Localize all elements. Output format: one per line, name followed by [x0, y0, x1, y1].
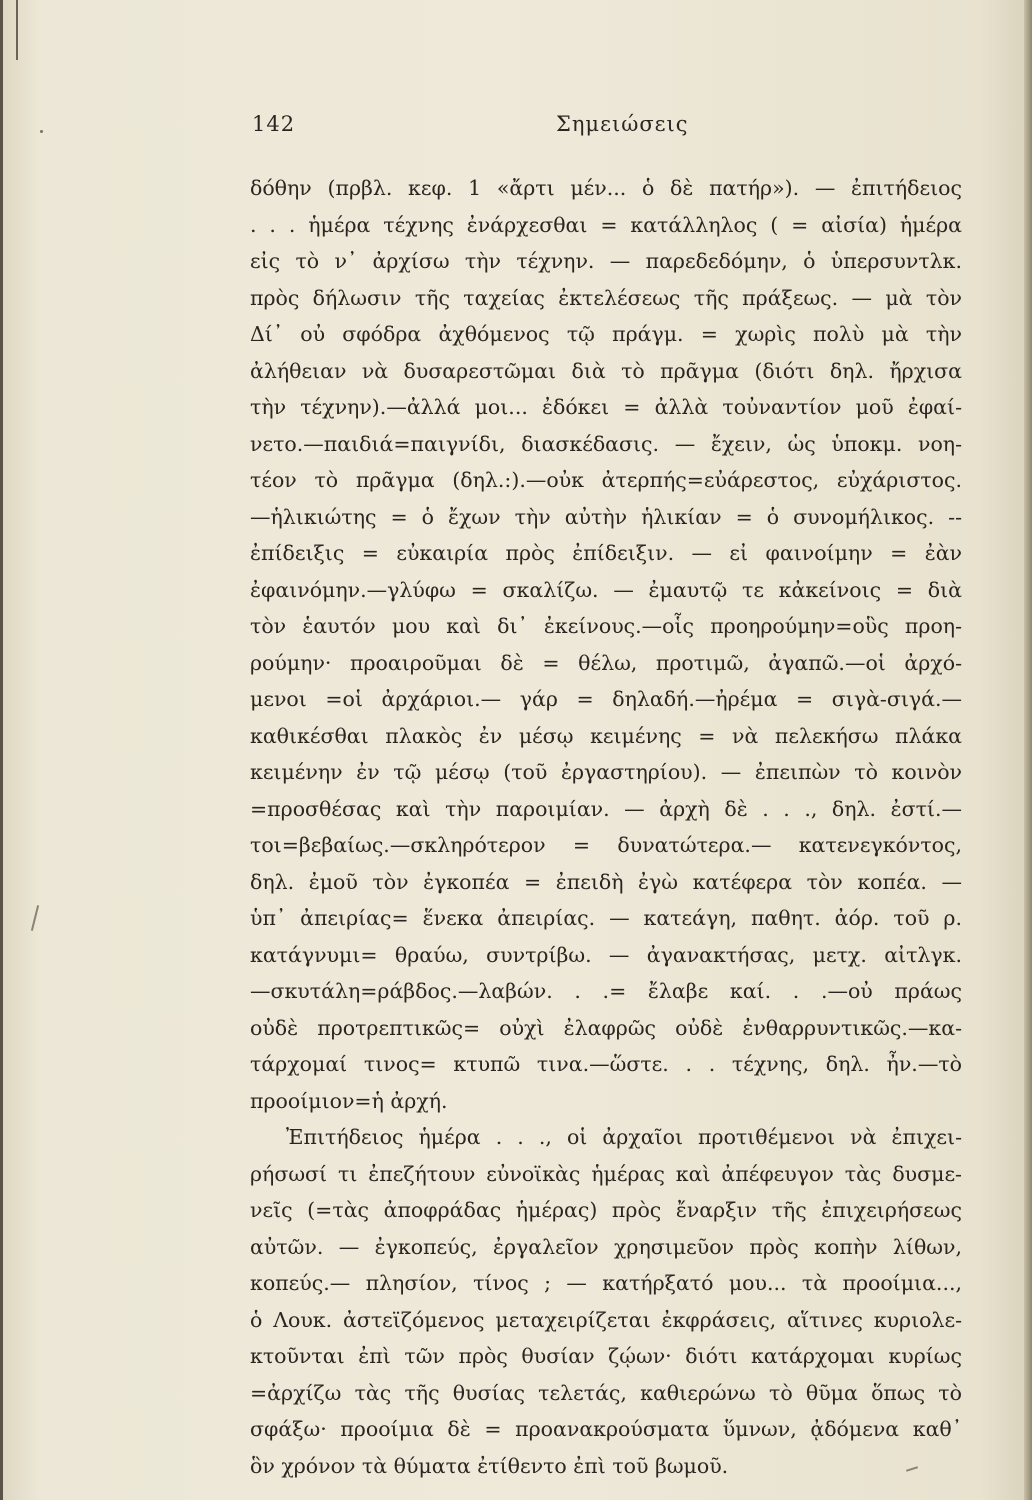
paragraph-start-line: Ἐπιτήδειος ἡμέρα . . ., οἱ ἀρχαῖοι προτιθέμενοι νὰ ἐπιχει-	[286, 1125, 962, 1149]
text-line: δόθην (πρβλ. κεφ. 1 «ἄρτι μέν... ὁ δὲ πατήρ»). — ἐπιτήδειος	[250, 176, 962, 200]
text-line: νετο.—παιδιά=παιγνίδι, διασκέδασις. — ἔχειν, ὡς ὑποκμ. νοη-	[250, 431, 962, 456]
page-header	[0, 112, 1032, 152]
text-line: Δί᾽ οὐ σφόδρα ἀχθόμενος τῷ πράγμ. = χωρὶς πολὺ μὰ τὴν	[250, 322, 962, 346]
text-line: τάρχομαί τινος= κτυπῶ τινα.—ὥστε. . . τέχνης, δηλ. ἦν.—τὸ	[250, 1052, 962, 1076]
text-line: πρὸς δήλωσιν τῆς ταχείας ἐκτελέσεως τῆς πράξεως. — μὰ τὸν	[250, 285, 962, 310]
text-line: κοπεύς.— πλησίον, τίνος ; — κατήρξατό μου... τὰ προοίμια...,	[250, 1271, 962, 1295]
text-line: . . . ἡμέρα τέχνης ἐνάρχεσθαι = κατάλληλος ( = αἰσία) ἡμέρα	[250, 212, 962, 237]
text-line: τέον τὸ πρᾶγμα (δηλ.:).—οὐκ ἀτερπής=εὐάρεστος, εὐχάριστος.	[250, 468, 962, 492]
text-line: εἰς τὸ ν᾽ ἀρχίσω τὴν τέχνην. — παρεδεδόμην, ὁ ὑπερσυντλκ.	[250, 249, 962, 273]
text-line: —ἡλικιώτης = ὁ ἔχων τὴν αὐτὴν ἡλικίαν = ὁ συνομήλικος. --	[250, 504, 962, 529]
text-line: κτοῦνται ἐπὶ τῶν πρὸς θυσίαν ζῴων· διότι κατάρχομαι κυρίως	[250, 1344, 962, 1368]
margin-pencil-mark	[31, 905, 39, 931]
text-line: —σκυτάλη=ράβδος.—λαβών. . .= ἔλαβε καί. . .—οὐ πράως	[250, 979, 962, 1003]
page-edge-right	[1024, 0, 1032, 1500]
page-number: 142	[252, 112, 296, 136]
text-line: τοι=βεβαίως.—σκληρότερον = δυνατώτερα.— κατενεγκόντος,	[250, 833, 962, 857]
text-line: δηλ. ἐμοῦ τὸν ἐγκοπέα = ἐπειδὴ ἐγὼ κατέφερα τὸν κοπέα. —	[250, 869, 962, 894]
text-line: μενοι =οἱ ἀρχάριοι.— γάρ = δηλαδή.—ἠρέμα = σιγὰ-σιγά.—	[250, 687, 962, 711]
page-edge-mark	[16, 0, 18, 60]
text-line: =ἀρχίζω τὰς τῆς θυσίας τελετάς, καθιερώνω τὸ θῦμα ὅπως τὸ	[250, 1380, 962, 1405]
text-line: ἐπίδειξις = εὐκαιρία πρὸς ἐπίδειξιν. — εἰ φαινοίμην = ἐὰν	[250, 541, 962, 565]
text-line: ὑπ᾽ ἀπειρίας= ἕνεκα ἀπειρίας. — κατεάγη, παθητ. ἀόρ. τοῦ ρ.	[250, 906, 962, 930]
page-edge-left	[0, 0, 3, 1500]
text-line: ὁ Λουκ. ἀστεϊζόμενος μεταχειρίζεται ἐκφράσεις, αἵτινες κυριολε-	[250, 1307, 962, 1332]
text-line: προοίμιον=ἡ ἀρχή.	[250, 1088, 448, 1113]
text-line: κατάγνυμι= θραύω, συντρίβω. — ἀγανακτήσας, μετχ. αἰτλγκ.	[250, 942, 962, 967]
text-line: ἀλήθειαν νὰ δυσαρεστῶμαι διὰ τὸ πρᾶγμα (διότι δηλ. ἤρχισα	[250, 358, 962, 383]
text-line: ρήσωσί τι ἐπεζήτουν εὐνοϊκὰς ἡμέρας καὶ ἀπέφευγον τὰς δυσμε-	[250, 1161, 962, 1186]
running-head: Σημειώσεις	[556, 112, 689, 136]
text-line: τὸν ἑαυτόν μου καὶ δι᾽ ἐκείνους.—οἷς προηρούμην=οὓς προη-	[250, 614, 962, 638]
text-line: =προσθέσας καὶ τὴν παροιμίαν. — ἀρχὴ δὲ . . ., δηλ. ἐστί.—	[250, 796, 962, 821]
notes-text	[250, 170, 962, 1484]
text-line: νεῖς (=τὰς ἀποφράδας ἡμέρας) πρὸς ἔναρξιν τῆς ἐπιχειρήσεως	[250, 1198, 962, 1222]
text-line: τὴν τέχνην).—ἀλλά μοι... ἐδόκει = ἀλλὰ τοὐναντίον μοῦ ἐφαί-	[250, 395, 962, 419]
text-line: οὐδὲ προτρεπτικῶς= οὐχὶ ἐλαφρῶς οὐδὲ ἐνθαρρυντικῶς.—κα-	[250, 1015, 962, 1040]
text-line: κειμένην ἐν τῷ μέσῳ (τοῦ ἐργαστηρίου). — ἐπειπὼν τὸ κοινὸν	[250, 760, 962, 784]
text-line: ὃν χρόνον τὰ θύματα ἐτίθεντο ἐπὶ τοῦ βωμοῦ.	[250, 1453, 729, 1478]
text-line: ρούμην· προαιροῦμαι δὲ = θέλω, προτιμῶ, ἀγαπῶ.—οἱ ἀρχό-	[250, 650, 962, 675]
text-line: αὐτῶν. — ἐγκοπεύς, ἐργαλεῖον χρησιμεῦον πρὸς κοπὴν λίθων,	[250, 1234, 962, 1259]
text-line: καθικέσθαι πλακὸς ἐν μέσῳ κειμένης = νὰ πελεκήσω πλάκα	[250, 723, 962, 748]
text-line: ἐφαινόμην.—γλύφω = σκαλίζω. — ἐμαυτῷ τε κἀκείνοις = διὰ	[250, 577, 962, 602]
text-line: σφάξω· προοίμια δὲ = προανακρούσματα ὕμνων, ᾀδόμενα καθ᾽	[250, 1417, 962, 1441]
